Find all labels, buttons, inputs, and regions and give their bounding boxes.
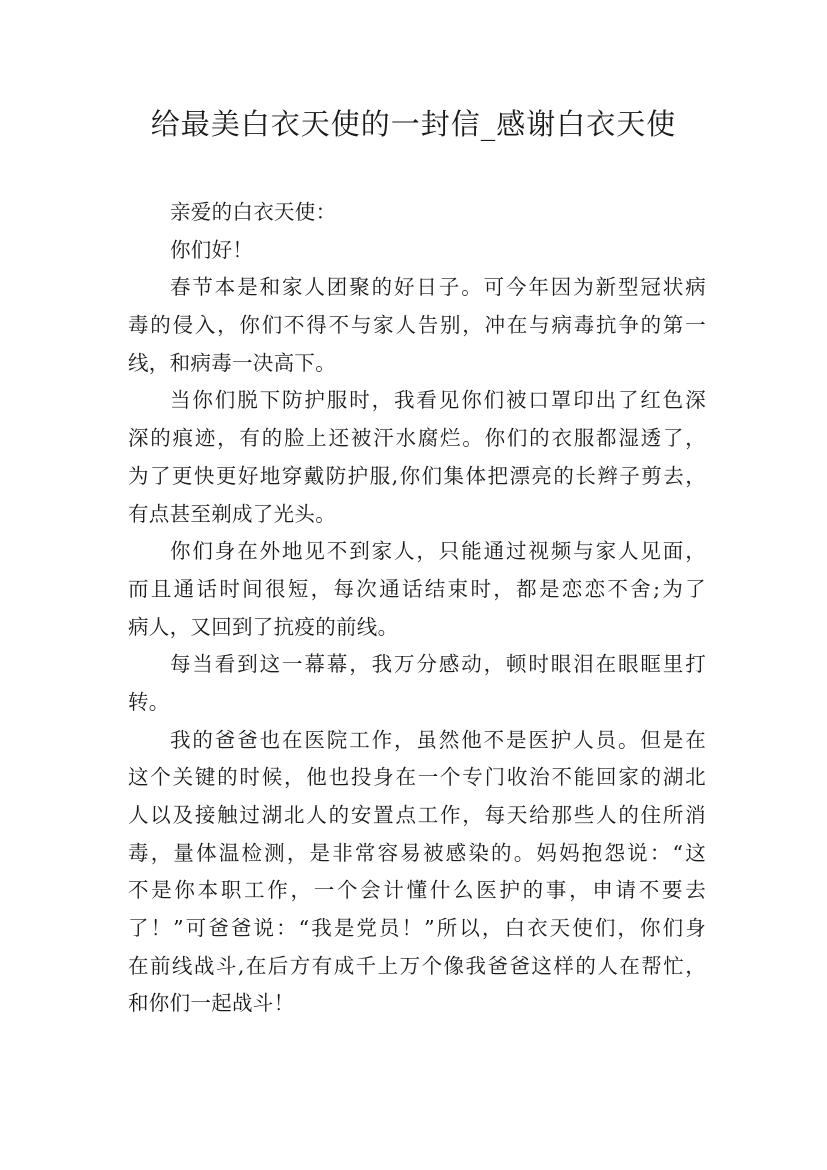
paragraph-line: 线，和病毒一决高下。 [128,350,336,375]
paragraph-line: 为了更快更好地穿戴防护服,你们集体把漂亮的长辫子剪去， [128,463,706,488]
salutation-line: 亲爱的白衣天使： [170,200,337,224]
paragraph-line: 春节本是和家人团聚的好日子。可今年因为新型冠状病 [170,275,706,300]
paragraph-line: 在前线战斗,在后方有成千上万个像我爸爸这样的人在帮忙， [128,953,706,978]
greeting-line: 你们好！ [170,237,254,262]
document-title: 给最美白衣天使的一封信_感谢白衣天使 [150,107,677,141]
paragraph-line: 深的痕迹，有的脸上还被汗水腐烂。你们的衣服都湿透了， [128,426,706,451]
paragraph-line: 毒，量体温检测，是非常容易被感染的。妈妈抱怨说：“这 [128,840,706,865]
paragraph-line: 这个关键的时候，他也投身在一个专门收治不能回家的湖北 [128,765,706,790]
paragraph-line: 你们身在外地见不到家人，只能通过视频与家人见面， [170,539,706,564]
paragraph-line: 每当看到这一幕幕，我万分感动，顿时眼泪在眼眶里打 [170,652,706,677]
paragraph-line: 毒的侵入，你们不得不与家人告别，冲在与病毒抗争的第一 [128,313,706,338]
paragraph-line: 了！”可爸爸说：“我是党员！”所以，白衣天使们，你们身 [128,916,706,941]
paragraph-line: 我的爸爸也在医院工作，虽然他不是医护人员。但是在 [170,727,706,752]
paragraph-line: 病人，又回到了抗疫的前线。 [128,614,399,639]
paragraph-line: 和你们一起战斗！ [128,991,295,1016]
paragraph-line: 转。 [128,689,170,714]
letter-body [128,194,706,1023]
paragraph-line: 而且通话时间很短，每次通话结束时，都是恋恋不舍;为了 [128,576,706,601]
paragraph-line: 有点甚至剃成了光头。 [128,501,336,526]
paragraph-line: 不是你本职工作，一个会计懂什么医护的事，申请不要去 [128,878,706,903]
paragraph-line: 当你们脱下防护服时，我看见你们被口罩印出了红色深 [170,388,706,413]
paragraph-line: 人以及接触过湖北人的安置点工作，每天给那些人的住所消 [128,803,706,827]
